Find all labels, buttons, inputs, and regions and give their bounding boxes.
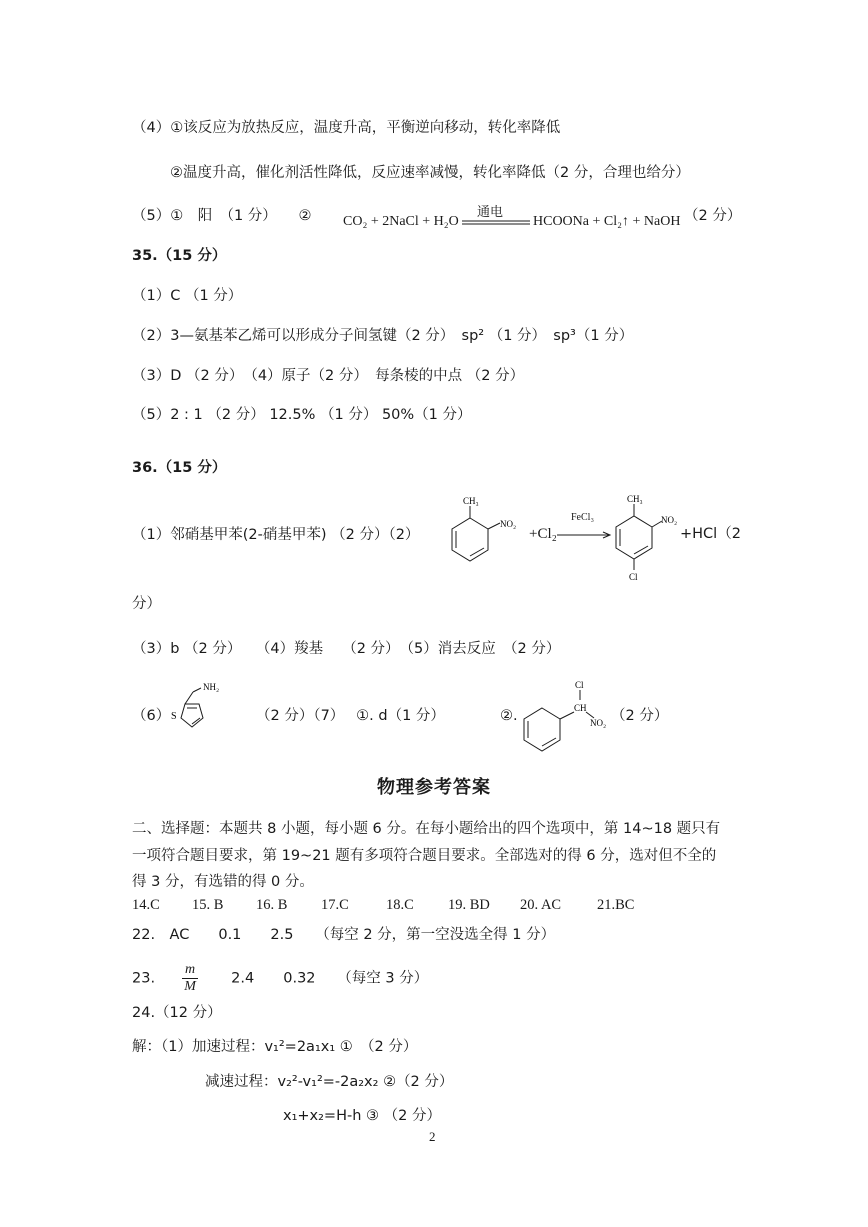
chem-q36-title: 36.（15 分） <box>132 460 227 476</box>
label-ch3: CH₃ <box>627 494 643 504</box>
chem-q35-1: （1）C （1 分） <box>132 288 243 304</box>
label-s: S <box>171 711 177 722</box>
answer-20: 20. AC <box>520 897 562 913</box>
q23-label: 23. <box>132 970 156 987</box>
q23-denominator: M <box>184 979 196 994</box>
eq-double-line <box>462 220 532 226</box>
physics-q24-1: 解：（1）加速过程：v₁²=2a₁x₁ ① （2 分） <box>132 1039 418 1055</box>
chloronitro-structure <box>520 678 610 758</box>
product-structure <box>610 490 690 590</box>
label-no2: NO₂ <box>500 519 517 529</box>
q23-rest: 2.4 0.32 （每空 3 分） <box>231 970 429 987</box>
chem-q4-line2: ②温度升高，催化剂活性降低，反应速率减慢，转化率降低（2 分，合理也给分） <box>170 165 690 181</box>
eq-right: HCOONa + Cl₂↑ + NaOH <box>533 214 681 229</box>
physics-intro-3: 得 3 分，有选错的得 0 分。 <box>132 874 314 890</box>
answer-15: 15. B <box>192 897 224 913</box>
label-cl: Cl <box>629 572 638 582</box>
eq-left: CO₂ + 2NaCl + H₂O <box>343 214 459 229</box>
answer-18: 18.C <box>386 897 414 913</box>
answer-17: 17.C <box>321 897 349 913</box>
q23-fraction <box>182 962 198 995</box>
chem-q36-6-score: （2 分）（7） ①. d（1 分） <box>256 708 445 724</box>
answer-19: 19. BD <box>448 897 490 913</box>
nitrotoluene-structure <box>448 496 538 576</box>
physics-intro-2: 一项符合题目要求，第 19~21 题有多项符合题目要求。全部选对的得 6 分，选对但不全的 <box>132 848 717 864</box>
reaction-arrow <box>557 530 613 540</box>
chem-q36-2-wrap: 分） <box>132 596 161 612</box>
chem-q36-2-tail: +HCl（2 <box>680 526 741 542</box>
thiophene-structure <box>167 680 237 750</box>
physics-q24-2: 减速过程：v₂²-v₁²=-2a₂x₂ ②（2 分） <box>205 1074 454 1090</box>
chem-q5-score: （2 分） <box>684 208 742 224</box>
chem-q35-3: （3）D （2 分） （4）原子（2 分） 每条棱的中点 （2 分） <box>132 368 525 384</box>
physics-intro-1: 二、选择题：本题共 8 小题，每小题 6 分。在每小题给出的四个选项中，第 14~18 题只有 <box>132 821 721 837</box>
answer-16: 16. B <box>256 897 288 913</box>
label-no2: NO₂ <box>590 718 607 728</box>
label-nh2: NH₂ <box>203 682 220 692</box>
chem-q4-line1: （4）①该反应为放热反应，温度升高，平衡逆向移动，转化率降低 <box>132 120 561 136</box>
chem-q35-title: 35.（15 分） <box>132 248 227 264</box>
physics-q24-title: 24.（12 分） <box>132 1005 222 1021</box>
label-cl: Cl <box>575 680 584 690</box>
chem-q36-7-2-score: （2 分） <box>611 708 669 724</box>
answer-14: 14.C <box>132 897 160 913</box>
chem-q35-2: （2）3—氨基苯乙烯可以形成分子间氢键（2 分） sp² （1 分） sp³（1 分） <box>132 328 634 344</box>
page-number: 2 <box>429 1129 436 1144</box>
chem-q36-1: （1）邻硝基甲苯(2-硝基甲苯) （2 分）（2） <box>132 527 420 543</box>
chem-q5-prefix: （5）① 阳 （1 分） ② <box>132 208 312 224</box>
answer-21: 21.BC <box>597 897 635 913</box>
label-ch3: CH₃ <box>463 496 479 506</box>
q23-numerator: m <box>182 962 198 979</box>
physics-title: 物理参考答案 <box>377 777 491 798</box>
reagent-cl2: +Cl₂ <box>529 526 557 542</box>
catalyst-fecl3: FeCl₃ <box>571 512 594 523</box>
chem-q35-5: （5）2 : 1 （2 分） 12.5% （1 分） 50%（1 分） <box>132 407 472 423</box>
label-ch: CH <box>574 703 587 713</box>
physics-q24-3: x₁+x₂=H-h ③ （2 分） <box>283 1108 441 1124</box>
chem-q36-3: （3）b （2 分） （4）羧基 （2 分） （5）消去反应 （2 分） <box>132 641 561 657</box>
label-no2: NO₂ <box>661 515 678 525</box>
physics-q23 <box>132 962 428 995</box>
physics-q22: 22. AC 0.1 2.5 （每空 2 分，第一空没选全得 1 分） <box>132 927 556 943</box>
eq-condition: 通电 <box>477 205 504 220</box>
chem-q36-7-2: ②. <box>500 708 518 724</box>
chem-q36-6-prefix: （6） <box>132 708 171 724</box>
